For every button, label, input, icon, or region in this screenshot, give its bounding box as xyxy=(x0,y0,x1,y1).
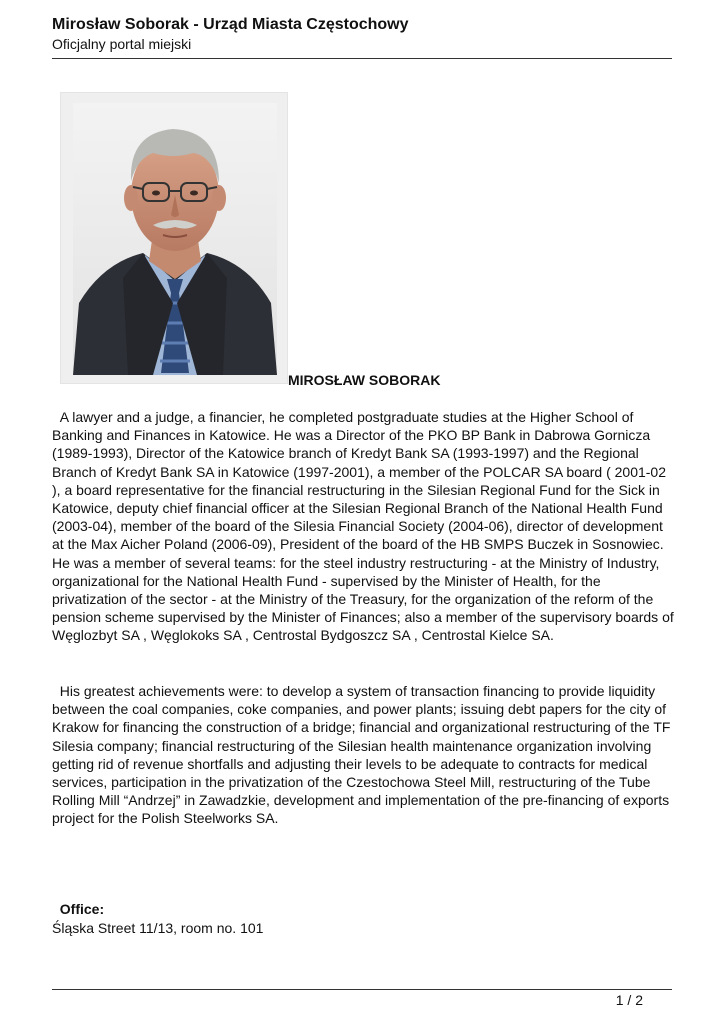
footer-divider xyxy=(52,989,672,990)
office-address: Śląska Street 11/13, room no. 101 xyxy=(52,920,264,936)
page-number: 1 / 2 xyxy=(615,992,643,1008)
biography-paragraph: A lawyer and a judge, a financier, he completed postgraduate studies at the Higher School of Banking and Finances in Katowice. He was a Director of the PKO BP Bank in Dabrowa Gornicza (1989-1993), Director of the Katowice branch of Kredyt Bank SA (1993-1997) and the Regional Branch of Kredyt Bank SA in Katowice (1997-2001), a member of the POLCAR SA board ( 2001-02 ), a board representative for the financial restructuring in the Silesian Regional Fund for the Sick in Katowice, deputy chief financial officer at the Silesian Regional Branch of the National Health Fund (2003-04), member of the board of the Silesia Financial Society (2004-06), director of development at the Max Aicher Poland (2006-09), President of the board of the HB SMPS Buczek in Sosnowiec. He was a member of several teams: for the steel industry restructuring - at the Ministry of Industry, organizational for the National Health Fund - supervised by the Minister of Health, for the privatization of the sector - at the Ministry of the Treasury, for the organization of the reform of the pension scheme supervised by the Minister of Finances; also a member of the supervisory boards of Węglozbyt SA , Węglokoks SA , Centrostal Bydgoszcz SA , Centrostal Kielce SA. xyxy=(52,409,678,644)
achievements-paragraph: His greatest achievements were: to develop a system of transaction financing to provide liquidity between the coal companies, coke companies, and power plants; issuing debt papers for the city of Krakow for financing the construction of a bridge; financial and organizational restructuring of the TF Silesia company; financial restructuring of the Silesian health maintenance organization involving getting rid of revenue shortfalls and adjusting their levels to be adequate to contracts for medical services, participation in the privatization of the Czestochowa Steel Mill, restructuring of the Tube Rolling Mill “Andrzej” in Zawadzkie, development and implementation of the pre-financing of exports project for the Polish Steelworks SA. xyxy=(52,683,675,827)
page-subtitle: Oficjalny portal miejski xyxy=(52,36,192,52)
office-label: Office: xyxy=(52,901,105,917)
portrait-photo-frame xyxy=(60,92,288,384)
portrait-photo xyxy=(73,103,277,375)
header-divider xyxy=(52,58,672,59)
page-title: Mirosław Soborak - Urząd Miasta Częstochowy xyxy=(52,16,409,33)
page-header xyxy=(52,15,672,53)
person-name-heading: MIROSŁAW SOBORAK xyxy=(288,372,441,388)
